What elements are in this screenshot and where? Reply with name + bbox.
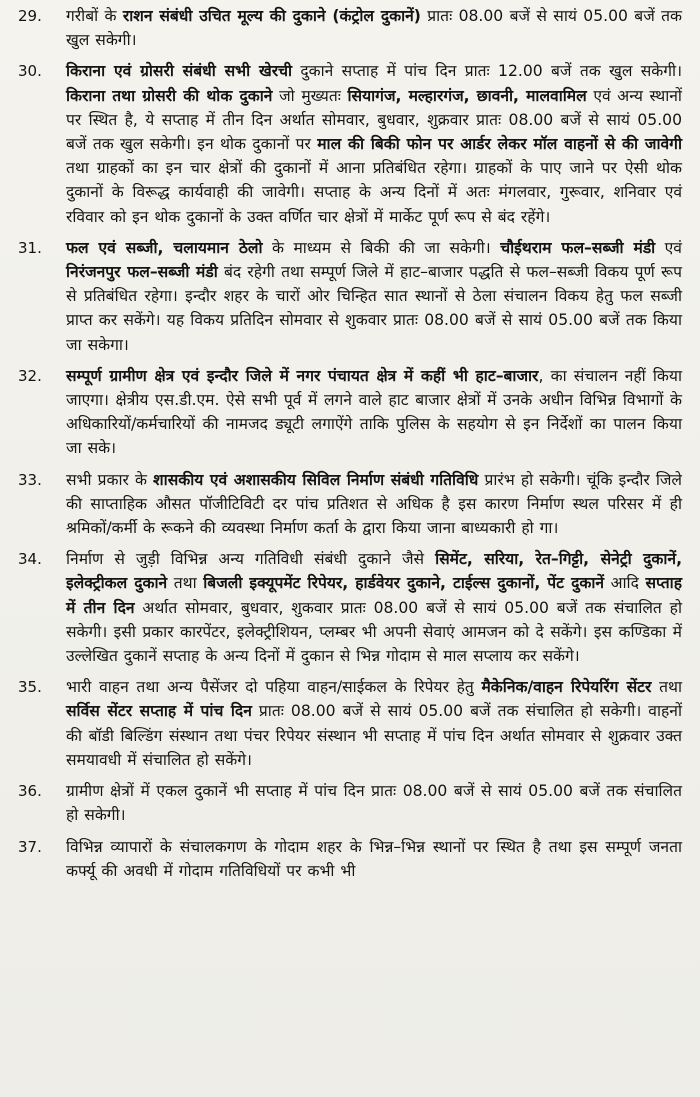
text-run: तथा bbox=[651, 678, 682, 697]
text-run: प्रातः 08.00 बजें से सायं 05.00 बजें तक खुल सकेगी। bbox=[66, 7, 682, 50]
clause-number: 32. bbox=[18, 366, 42, 385]
clause-number: 36. bbox=[18, 782, 42, 801]
bold-text-run: फल एवं सब्जी, चलायमान ठेलो bbox=[66, 238, 263, 257]
bold-text-run: सिमेंट, सरिया, रेत–गिट्टी, सेनेट्री दुकानें, इलेक्ट्रीकल दुकाने bbox=[66, 550, 682, 593]
text-run: , का संचालन नहीं किया जाएगा। क्षेत्रीय एस.डी.एम. ऐसे सभी पूर्व में लगने वाले हाट बाजार क्षेत्रों में उनके अधीन विभिन्न विभागों के अधिकारियों/कर्मचारियों की नामजद ड्यूटी लगाऐंगे ताकि पुलिस के सहयोग से इन निर्देशों का पालन किया जा सके। bbox=[66, 366, 682, 458]
clause-29 bbox=[18, 4, 682, 52]
bold-text-run: माल की बिकी फोन पर आर्डर लेकर मॉल वाहनों से की जावेगी bbox=[317, 135, 682, 154]
text-run: प्रारंभ हो सकेगी। चूंकि इन्दौर जिले की साप्ताहिक औसत पॉजीटिविटी दर पांच प्रतिशत से अधिक है इस कारण निर्माण स्थल परिसर में ही श्रमिकों/कर्मी के रूकने की व्यवस्था निर्माण कर्ता के द्वारा किया जाना बाध्यकारी हो गा। bbox=[66, 470, 683, 538]
clause-text bbox=[66, 547, 682, 668]
clause-text bbox=[66, 4, 682, 52]
bold-text-run: किराना एवं ग्रोसरी संबंधी सभी खेरची bbox=[66, 62, 293, 81]
bold-text-run: चौईथराम फल–सब्जी मंडी bbox=[500, 238, 656, 257]
clause-text bbox=[66, 236, 682, 357]
text-run: तथा bbox=[167, 574, 204, 593]
clause-31 bbox=[18, 236, 682, 357]
text-run: अर्थात सोमवार, बुधवार, शुकवार प्रातः 08.00 बजें से सायं 05.00 बजें तक संचालित हो सकेगी। इसी प्रकार कारपेंटर, इलेक्ट्रीशियन, प्लम्बर भी अपनी सेवाएं आमजन को दे सकेंगे। इस कण्डिका में उल्लेखित दुकानें सप्ताह के अन्य दिनों में दुकान से भिन्न गोदाम से माल सप्लाय कर सकेंगे। bbox=[66, 598, 682, 666]
bold-text-run: बिजली इक्यूपमेंट रिपेयर, हार्डवेयर दुकाने, टाईल्स दुकानों, पेंट दुकानें bbox=[203, 574, 605, 593]
text-run: के माध्यम से बिकी की जा सकेगी। bbox=[262, 238, 501, 257]
bold-text-run: सर्विस सेंटर सप्ताह में पांच दिन bbox=[66, 702, 252, 721]
bold-text-run: किराना तथा ग्रोसरी की थोक दुकाने bbox=[66, 86, 273, 105]
clause-number: 30. bbox=[18, 62, 42, 81]
text-run: गरीबों के bbox=[66, 7, 123, 25]
clause-text bbox=[66, 779, 682, 827]
clause-text bbox=[66, 468, 682, 541]
bold-text-run: मैकेनिक/वाहन रिपेयरिंग सेंटर bbox=[481, 678, 652, 697]
text-run: ग्रामीण क्षेत्रों में एकल दुकानें भी सप्ताह में पांच दिन प्रातः 08.00 बजें से सायं 05.00 बजें तक संचालित हो सकेगी। bbox=[66, 782, 682, 825]
bold-text-run: सम्पूर्ण ग्रामीण क्षेत्र एवं इन्दौर जिले में नगर पंचायत क्षेत्र में कहीं भी हाट–बाजार bbox=[66, 366, 539, 385]
clause-36 bbox=[18, 779, 682, 827]
bold-text-run: सियागंज, मल्हारगंज, छावनी, मालवामिल bbox=[347, 86, 587, 105]
clause-37 bbox=[18, 835, 682, 883]
clause-text bbox=[66, 59, 682, 228]
clause-33 bbox=[18, 468, 682, 541]
bold-text-run: सप्ताह में तीन दिन bbox=[66, 574, 682, 617]
text-run: एवं bbox=[655, 238, 682, 257]
clause-35 bbox=[18, 675, 682, 772]
clause-number: 29. bbox=[18, 7, 42, 25]
text-run: विभिन्न व्यापारों के संचालकगण के गोदाम शहर के भिन्न–भिन्न स्थानों पर स्थित है तथा इस सम्पूर्ण जनता कर्फ्यू की अवधी में गोदाम गतिविधियों पर कभी भी bbox=[66, 837, 682, 880]
text-run: जो मुख्यतः bbox=[272, 86, 348, 105]
bold-text-run: निरंजनपुर फल–सब्जी मंडी bbox=[66, 263, 218, 282]
clause-32 bbox=[18, 364, 682, 461]
clause-34 bbox=[18, 547, 682, 668]
bold-text-run: शासकीय एवं अशासकीय सिविल निर्माण संबंधी गतिविधि bbox=[153, 470, 479, 489]
text-run: निर्माण से जुड़ी विभिन्न अन्य गतिविधी संबंधी दुकाने जैसे bbox=[66, 550, 436, 569]
clause-text bbox=[66, 364, 682, 461]
clause-30 bbox=[18, 59, 682, 228]
clause-number: 31. bbox=[18, 238, 42, 257]
text-run: बंद रहेगी तथा सम्पूर्ण जिले में हाट–बाजार पद्धति से फल–सब्जी विकय पूर्ण रूप से प्रतिबंधित रहेगा। इन्दौर शहर के चारों ओर चिन्हित सात स्थानों से ठेला संचालन विकय हेतु फल सब्जी प्राप्त कर सकेंगे। यह विकय प्रतिदिन सोमवार से शुकवार प्रातः 08.00 बजें से सायं 05.00 बजें तक किया जा सकेगा। bbox=[66, 263, 682, 354]
clause-number: 35. bbox=[18, 678, 42, 697]
text-run: सभी प्रकार के bbox=[66, 470, 154, 489]
text-run: तथा ग्राहकों का इन चार क्षेत्रों की दुकानों में आना प्रतिबंधित रहेगा। ग्राहकों के पाए जाने पर ऐसी थोक दुकानों के विरूद्ध कार्यवाही की जावेगी। सप्ताह के अन्य दिनों में अतः मंगलवार, गुरूवार, शनिवार एवं रविवार को इन थोक दुकानों के उक्त वर्णित चार क्षेत्रों में मार्केट पूर्ण रूप से बंद रहेंगे। bbox=[66, 159, 682, 226]
text-run: आदि bbox=[604, 574, 646, 593]
text-run: दुकाने सप्ताह में पांच दिन प्रातः 12.00 बजें तक खुल सकेगी। bbox=[292, 62, 682, 81]
text-run: प्रातः 08.00 बजें से सायं 05.00 बजें तक संचालित हो सकेगी। वाहनों की बॉडी बिल्डिंग संस्थान तथा पंचर रिपेयर संस्थान भी सप्ताह में पांच दिन अर्थात सोमवार से शुक्रवार उक्त समयावधी में संचालित हो सकेंगे। bbox=[66, 702, 682, 769]
clause-number: 33. bbox=[18, 470, 42, 489]
text-run: भारी वाहन तथा अन्य पैसेंजर दो पहिया वाहन/साईकल के रिपेयर हेतु bbox=[66, 678, 482, 697]
clause-text bbox=[66, 835, 682, 883]
clause-number: 34. bbox=[18, 550, 42, 569]
clause-number: 37. bbox=[18, 837, 42, 856]
clause-text bbox=[66, 675, 682, 772]
bold-text-run: राशन संबंधी उचित मूल्य की दुकाने (कंट्रोल दुकानें) bbox=[122, 7, 421, 25]
text-run: एवं अन्य स्थानों पर स्थित है, ये सप्ताह में तीन दिन अर्थात सोमवार, बुधवार, शुक्रवार प्रातः 08.00 बजें से सायं 05.00 बजें तक खुल सकेगी। इन थोक दुकानों पर bbox=[66, 86, 682, 154]
